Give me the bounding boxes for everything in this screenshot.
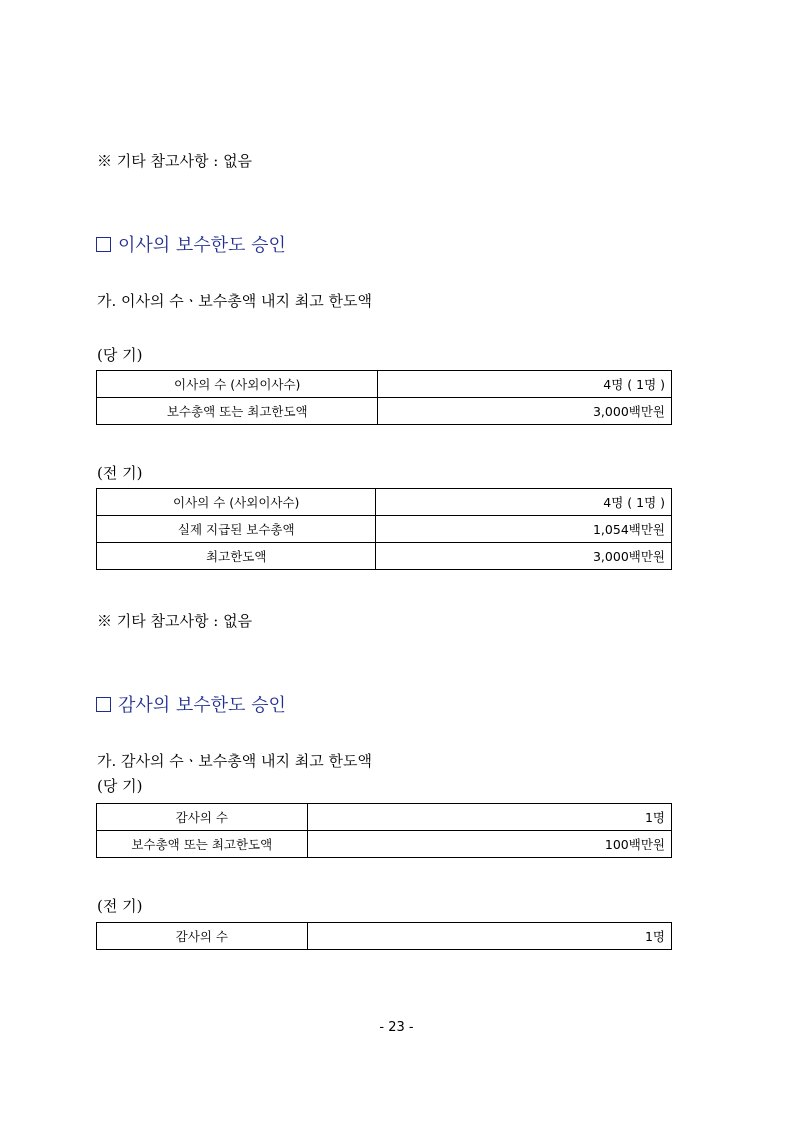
note-other-2: ※ 기타 참고사항 : 없음 xyxy=(97,612,253,630)
row-label: 이사의 수 (사외이사수) xyxy=(97,371,378,398)
directors-previous-table xyxy=(96,488,672,570)
table-row xyxy=(97,923,672,950)
row-value: 3,000백만원 xyxy=(378,398,672,425)
table-row xyxy=(97,371,672,398)
row-label: 최고한도액 xyxy=(97,543,376,570)
section-subtitle-directors: 가. 이사의 수ㆍ보수총액 내지 최고 한도액 xyxy=(97,292,372,310)
row-value: 1명 xyxy=(307,923,671,950)
row-value: 4명 ( 1명 ) xyxy=(378,371,672,398)
table-row xyxy=(97,516,672,543)
checkbox-square-icon xyxy=(96,237,111,252)
period-label-current: (당 기) xyxy=(97,346,143,364)
row-label: 이사의 수 (사외이사수) xyxy=(97,489,376,516)
auditor-current-table xyxy=(96,803,672,858)
section-heading-directors xyxy=(96,231,286,257)
row-value: 4명 ( 1명 ) xyxy=(376,489,672,516)
auditor-previous-table xyxy=(96,922,672,950)
section-title: 이사의 보수한도 승인 xyxy=(118,235,286,256)
table-row xyxy=(97,398,672,425)
table-row xyxy=(97,543,672,570)
section-subtitle-auditor: 가. 감사의 수ㆍ보수총액 내지 최고 한도액 xyxy=(97,752,372,770)
row-value: 100백만원 xyxy=(307,831,671,858)
row-value: 1,054백만원 xyxy=(376,516,672,543)
page-number: - 23 - xyxy=(379,1020,414,1035)
row-label: 감사의 수 xyxy=(97,804,308,831)
row-label: 보수총액 또는 최고한도액 xyxy=(97,831,308,858)
checkbox-square-icon xyxy=(96,697,111,712)
period-label-current: (당 기) xyxy=(97,777,143,795)
period-label-previous: (전 기) xyxy=(97,464,143,482)
row-label: 보수총액 또는 최고한도액 xyxy=(97,398,378,425)
note-other-1: ※ 기타 참고사항 : 없음 xyxy=(97,152,253,170)
section-title: 감사의 보수한도 승인 xyxy=(118,695,286,716)
table-row xyxy=(97,831,672,858)
row-label: 감사의 수 xyxy=(97,923,308,950)
table-row xyxy=(97,489,672,516)
period-label-previous: (전 기) xyxy=(97,897,143,915)
section-heading-auditor xyxy=(96,691,286,717)
row-value: 1명 xyxy=(307,804,671,831)
directors-current-table xyxy=(96,370,672,425)
row-label: 실제 지급된 보수총액 xyxy=(97,516,376,543)
table-row xyxy=(97,804,672,831)
row-value: 3,000백만원 xyxy=(376,543,672,570)
